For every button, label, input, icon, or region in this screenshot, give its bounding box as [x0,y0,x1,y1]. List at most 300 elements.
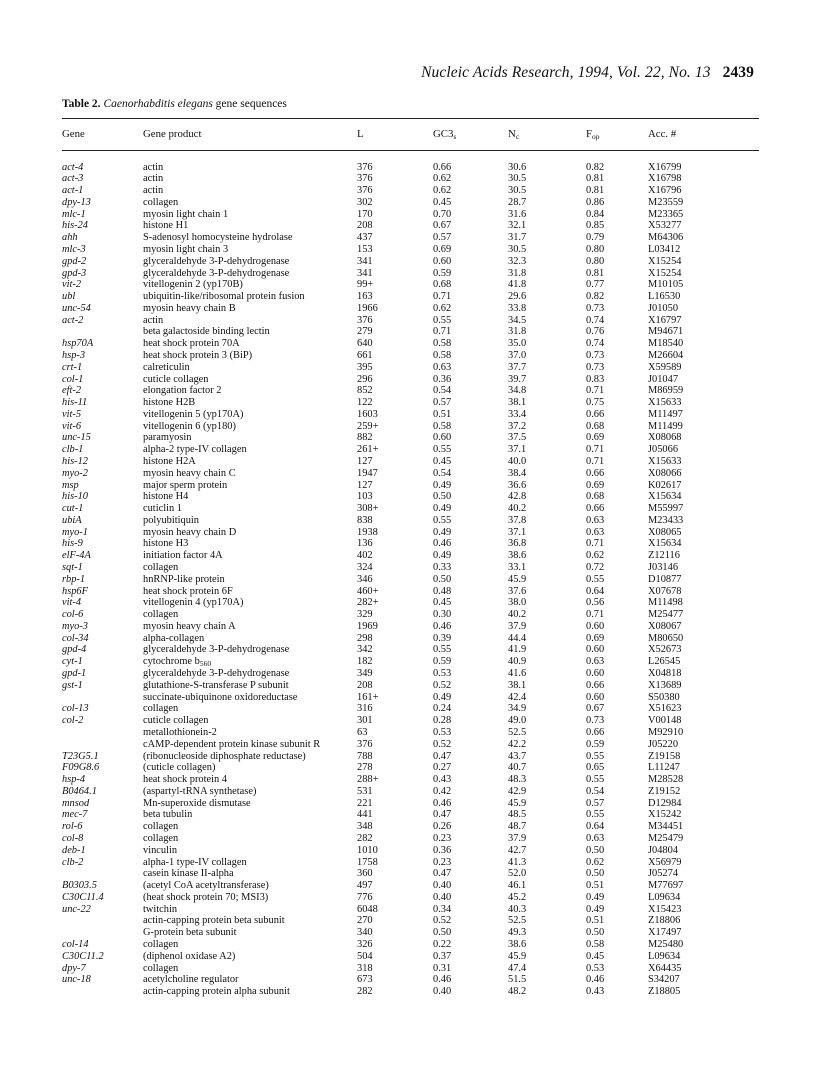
sequence-length: 441 [357,809,373,821]
accession-number: X56979 [648,856,682,868]
table-row [0,385,816,397]
table-title-suffix: gene sequences [215,98,287,110]
gene-name: vit-4 [62,597,82,609]
gene-name: unc-22 [62,903,91,915]
fop-value: 0.86 [586,196,605,208]
gc3s-value: 0.62 [433,185,452,197]
gene-name: col-2 [62,715,84,727]
table-header-row [0,129,816,141]
gene-product: (heat shock protein 70; MSI3) [143,891,269,903]
fop-value: 0.66 [586,503,605,515]
sequence-length: 326 [357,938,373,950]
fop-value: 0.68 [586,491,605,503]
gene-name: mnsod [62,797,90,809]
gene-product: (ribonucleoside diphosphate reductase) [143,750,306,762]
accession-number: L16530 [648,291,681,303]
gc3s-value: 0.53 [433,726,452,738]
table-row [0,350,816,362]
gene-product: (diphenol oxidase A2) [143,950,236,962]
gene-name: sqt-1 [62,562,83,574]
journal-citation: Nucleic Acids Research, 1994, Vol. 22, No. 13 [421,64,711,81]
gene-product: actin [143,173,164,185]
table-row [0,574,816,586]
accession-number: X13689 [648,679,682,691]
accession-number: D10877 [648,573,682,585]
nc-value: 31.6 [508,208,527,220]
gc3s-value: 0.36 [433,373,452,385]
sequence-length: 182 [357,656,373,668]
table-row [0,468,816,480]
gene-product: cytochrome $b_{560}$ [143,656,212,669]
fop-value: 0.76 [586,326,605,338]
accession-number: J04804 [648,844,679,856]
sequence-length: 208 [357,679,373,691]
sequence-length: 136 [357,538,373,550]
gc3s-value: 0.47 [433,809,452,821]
accession-number: M26604 [648,349,684,361]
sequence-length: 852 [357,385,373,397]
table-row [0,432,816,444]
nc-value: 33.4 [508,408,527,420]
table-row [0,915,816,927]
fop-value: 0.58 [586,938,605,950]
gene-product: collagen [143,609,179,621]
sequence-length: 504 [357,950,373,962]
gene-product: casein kinase II-alpha [143,868,234,880]
gc3s-value: 0.53 [433,668,452,680]
table-row [0,927,816,939]
gc3s-value: 0.26 [433,821,452,833]
gc3s-value: 0.58 [433,420,452,432]
gene-product: paramyosin [143,432,192,444]
gene-name: F09G8.6 [62,762,100,774]
gene-name: mec-7 [62,809,88,821]
table-row [0,692,816,704]
table-row [0,268,816,280]
nc-value: 31.8 [508,326,527,338]
gene-name: dpy-13 [62,196,91,208]
gene-product: elongation factor 2 [143,385,222,397]
fop-value: 0.81 [586,185,605,197]
nc-value: 40.2 [508,503,527,515]
nc-value: 39.7 [508,373,527,385]
gene-name: clb-2 [62,856,84,868]
gene-product: myosin heavy chain D [143,526,237,538]
nc-value: 41.3 [508,856,527,868]
table-label: Table 2. [62,98,101,110]
nc-value: 40.3 [508,903,527,915]
table-row [0,279,816,291]
nc-value: 45.2 [508,891,527,903]
fop-value: 0.71 [586,609,605,621]
fop-value: 0.73 [586,349,605,361]
nc-value: 48.2 [508,986,527,998]
table-row [0,904,816,916]
fop-value: 0.62 [586,550,605,562]
fop-value: 0.54 [586,785,605,797]
gc3s-value: 0.45 [433,597,452,609]
gene-name: hsp-4 [62,774,86,786]
gc3s-value: 0.55 [433,644,452,656]
fop-value: 0.50 [586,868,605,880]
table-row [0,362,816,374]
gene-product: histone H2B [143,397,196,409]
gene-product: (cuticle collagen) [143,762,216,774]
gene-product: myosin heavy chain A [143,620,236,632]
sequence-length: 402 [357,550,373,562]
gene-name: mlc-3 [62,243,86,255]
fop-value: 0.69 [586,432,605,444]
nc-value: 48.3 [508,774,527,786]
gene-name: unc-15 [62,432,91,444]
gene-name: gpd-1 [62,668,87,680]
nc-value: 37.1 [508,526,527,538]
accession-number: L11247 [648,762,680,774]
gc3s-value: 0.69 [433,243,452,255]
gene-product: succinate-ubiquinone oxidoreductase [143,691,298,703]
accession-number: S34207 [648,974,680,986]
nc-value: 49.3 [508,927,527,939]
sequence-length: 282+ [357,597,379,609]
gene-name: ubl [62,291,76,303]
gene-product: beta tubulin [143,809,193,821]
sequence-length: 376 [357,161,373,173]
accession-number: X08066 [648,467,682,479]
gene-product: glyceraldehyde 3-P-dehydrogenase [143,644,290,656]
page-number: 2439 [722,64,754,81]
fop-value: 0.60 [586,691,605,703]
gene-product: cAMP-dependent protein kinase subunit R [143,738,321,750]
table-row [0,326,816,338]
gene-name: col-6 [62,609,84,621]
table-row [0,374,816,386]
gene-product: actin [143,161,164,173]
accession-number: M23433 [648,514,684,526]
sequence-length: 348 [357,821,373,833]
fop-value: 0.55 [586,750,605,762]
fop-value: 0.66 [586,408,605,420]
table-row [0,220,816,232]
table-row [0,633,816,645]
sequence-length: 153 [357,243,373,255]
accession-number: J03146 [648,562,679,574]
accession-number: X16796 [648,185,682,197]
nc-value: 36.8 [508,538,527,550]
gene-product: vitellogenin 6 (yp180) [143,420,236,432]
fop-value: 0.80 [586,255,605,267]
gc3s-value: 0.28 [433,715,452,727]
nc-value: 37.9 [508,620,527,632]
running-head [421,64,754,82]
nc-value: 31.8 [508,267,527,279]
sequence-length: 1938 [357,526,378,538]
accession-number: D12984 [648,797,682,809]
gc3s-value: 0.54 [433,467,452,479]
gc3s-value: 0.58 [433,349,452,361]
gc3s-value: 0.50 [433,927,452,939]
gene-name: act-1 [62,185,84,197]
gene-name: rbp-1 [62,573,86,585]
gene-product: collagen [143,832,179,844]
gene-name: crt-1 [62,361,83,373]
fop-value: 0.55 [586,573,605,585]
gene-product: glyceraldehyde 3-P-dehydrogenase [143,255,290,267]
header-accession: Acc. # [648,128,677,140]
fop-value: 0.73 [586,302,605,314]
fop-value: 0.82 [586,161,605,173]
accession-number: M25480 [648,938,684,950]
gene-product: G-protein beta subunit [143,927,237,939]
nc-value: 33.8 [508,302,527,314]
nc-value: 30.5 [508,173,527,185]
nc-value: 38.1 [508,397,527,409]
gene-product: collagen [143,962,179,974]
nc-value: 37.7 [508,361,527,373]
nc-value: 37.8 [508,514,527,526]
gc3s-value: 0.66 [433,161,452,173]
nc-value: 49.0 [508,715,527,727]
gene-name: unc-18 [62,974,91,986]
nc-value: 52.5 [508,915,527,927]
sequence-length: 308+ [357,503,379,515]
nc-value: 34.5 [508,314,527,326]
nc-value: 42.2 [508,738,527,750]
sequence-length: 99+ [357,279,374,291]
gene-product: heat shock protein 70A [143,338,240,350]
table-row [0,397,816,409]
table-top-rule [62,118,759,119]
accession-number: V00148 [648,715,682,727]
fop-value: 0.49 [586,903,605,915]
sequence-length: 342 [357,644,373,656]
accession-number: J05274 [648,868,679,880]
nc-value: 40.7 [508,762,527,774]
nc-value: 38.6 [508,938,527,950]
table-row [0,727,816,739]
gene-name: col-34 [62,632,89,644]
sequence-length: 376 [357,173,373,185]
nc-value: 37.0 [508,349,527,361]
gene-name: col-14 [62,938,89,950]
gc3s-value: 0.57 [433,232,452,244]
gc3s-value: 0.62 [433,173,452,185]
gc3s-value: 0.59 [433,656,452,668]
accession-number: X15242 [648,809,682,821]
gene-name: hsp6F [62,585,88,597]
fop-value: 0.64 [586,585,605,597]
gc3s-value: 0.42 [433,785,452,797]
gene-name: ubiA [62,514,82,526]
fop-value: 0.80 [586,243,605,255]
fop-value: 0.79 [586,232,605,244]
gc3s-value: 0.49 [433,550,452,562]
gene-name: dpy-7 [62,962,86,974]
accession-number: M55997 [648,503,684,515]
gene-product: glyceraldehyde 3-P-dehydrogenase [143,267,290,279]
gc3s-value: 0.23 [433,856,452,868]
sequence-length: 360 [357,868,373,880]
sequence-length: 288+ [357,774,379,786]
sequence-length: 298 [357,632,373,644]
accession-number: M10105 [648,279,684,291]
fop-value: 0.69 [586,632,605,644]
gene-product: (aspartyl-tRNA synthetase) [143,785,257,797]
header-gc3s: $GC3_s$ [433,128,457,141]
table-row [0,491,816,503]
gene-product: collagen [143,562,179,574]
gene-name: msp [62,479,79,491]
table-row [0,503,816,515]
gc3s-value: 0.55 [433,514,452,526]
fop-value: 0.85 [586,220,605,232]
sequence-length: 341 [357,255,373,267]
accession-number: M25477 [648,609,684,621]
accession-number: L09634 [648,891,681,903]
sequence-length: 301 [357,715,373,727]
gc3s-value: 0.49 [433,691,452,703]
fop-value: 0.77 [586,279,605,291]
gene-product: glyceraldehyde 3-P-dehydrogenase [143,668,290,680]
sequence-length: 341 [357,267,373,279]
gc3s-value: 0.45 [433,456,452,467]
gc3s-value: 0.52 [433,915,452,927]
table-row [0,244,816,256]
nc-value: 34.9 [508,703,527,715]
gc3s-value: 0.22 [433,938,452,950]
gc3s-value: 0.36 [433,844,452,856]
fop-value: 0.81 [586,173,605,185]
gene-name: act-4 [62,161,84,173]
nc-value: 47.4 [508,962,527,974]
gene-name: C30C11.4 [62,891,104,903]
accession-number: M80650 [648,632,684,644]
gene-product: myosin light chain 1 [143,208,229,220]
table-row [0,597,816,609]
gene-name: hsp-3 [62,349,86,361]
gene-product: vitellogenin 5 (yp170A) [143,408,244,420]
gene-name: vit-2 [62,279,82,291]
sequence-length: 221 [357,797,373,809]
sequence-length: 170 [357,208,373,220]
accession-number: X64435 [648,962,682,974]
accession-number: X52673 [648,644,682,656]
gc3s-value: 0.50 [433,491,452,503]
fop-value: 0.59 [586,738,605,750]
table-row [0,963,816,975]
gene-name: unc-54 [62,302,91,314]
accession-number: M11499 [648,420,683,432]
gene-name: elF-4A [62,550,91,562]
nc-value: 42.8 [508,491,527,503]
gene-product: collagen [143,821,179,833]
gene-product-subscript: 560 [199,659,212,669]
gene-name: rol-6 [62,821,83,833]
gene-product: ubiquitin-like/ribosomal protein fusion [143,291,305,303]
accession-number: X08067 [648,620,682,632]
accession-number: X16798 [648,173,682,185]
nc-value: 37.9 [508,832,527,844]
sequence-length: 661 [357,349,373,361]
gene-product: heat shock protein 4 [143,774,227,786]
accession-number: X53277 [648,220,682,232]
gc3s-value: 0.49 [433,503,452,515]
fop-value: 0.55 [586,774,605,786]
gene-name: his-11 [62,397,88,409]
gene-product: S-adenosyl homocysteine hydrolase [143,232,293,244]
gene-product: histone H2A [143,456,196,467]
sequence-length: 1969 [357,620,378,632]
gc3s-value: 0.49 [433,479,452,491]
sequence-length: 296 [357,373,373,385]
gene-product: polyubitiquin [143,514,199,526]
header-gene-product: Gene product [143,128,202,140]
nc-value: 42.4 [508,691,527,703]
gc3s-value: 0.40 [433,891,452,903]
table-row [0,751,816,763]
sequence-length: 278 [357,762,373,774]
accession-number: Z18806 [648,915,681,927]
nc-value: 37.6 [508,585,527,597]
gene-product: glutathione-S-transferase P subunit [143,679,289,691]
table-row [0,974,816,986]
fop-value: 0.74 [586,338,605,350]
gc3s-value: 0.55 [433,314,452,326]
table-row [0,668,816,680]
gene-name: cut-1 [62,503,84,515]
table-row [0,868,816,880]
accession-number: M23559 [648,196,684,208]
fop-value: 0.55 [586,809,605,821]
fop-value: 0.63 [586,656,605,668]
accession-number: M25479 [648,832,684,844]
fop-value: 0.73 [586,361,605,373]
gene-product: alpha-2 type-IV collagen [143,444,247,456]
accession-number: X16797 [648,314,682,326]
nc-value: 52.5 [508,726,527,738]
nc-value: 36.6 [508,479,527,491]
sequence-length: 1947 [357,467,378,479]
gene-name: T23G5.1 [62,750,99,762]
table-row [0,162,816,174]
fop-value: 0.51 [586,880,605,892]
sequence-length: 279 [357,326,373,338]
sequence-length: 270 [357,915,373,927]
table-row [0,774,816,786]
gene-product: twitchin [143,903,178,915]
nc-value: 37.1 [508,444,527,456]
gene-product: alpha-collagen [143,632,205,644]
table-row [0,550,816,562]
gene-name: ahh [62,232,78,244]
sequence-length: 437 [357,232,373,244]
nc-value: 45.9 [508,573,527,585]
gene-product: collagen [143,703,179,715]
accession-number: L09634 [648,950,681,962]
sequence-length: 163 [357,291,373,303]
accession-number: M28528 [648,774,684,786]
sequence-length: 103 [357,491,373,503]
accession-number: X15254 [648,267,682,279]
table-title-species: Caenorhabditis elegans [103,98,213,110]
gc3s-value: 0.46 [433,797,452,809]
gc3s-value: 0.46 [433,538,452,550]
accession-number: M92910 [648,726,684,738]
gene-name: myo-2 [62,467,88,479]
fop-value: 0.71 [586,456,605,467]
sequence-length: 282 [357,832,373,844]
fop-value: 0.49 [586,891,605,903]
table-row [0,621,816,633]
